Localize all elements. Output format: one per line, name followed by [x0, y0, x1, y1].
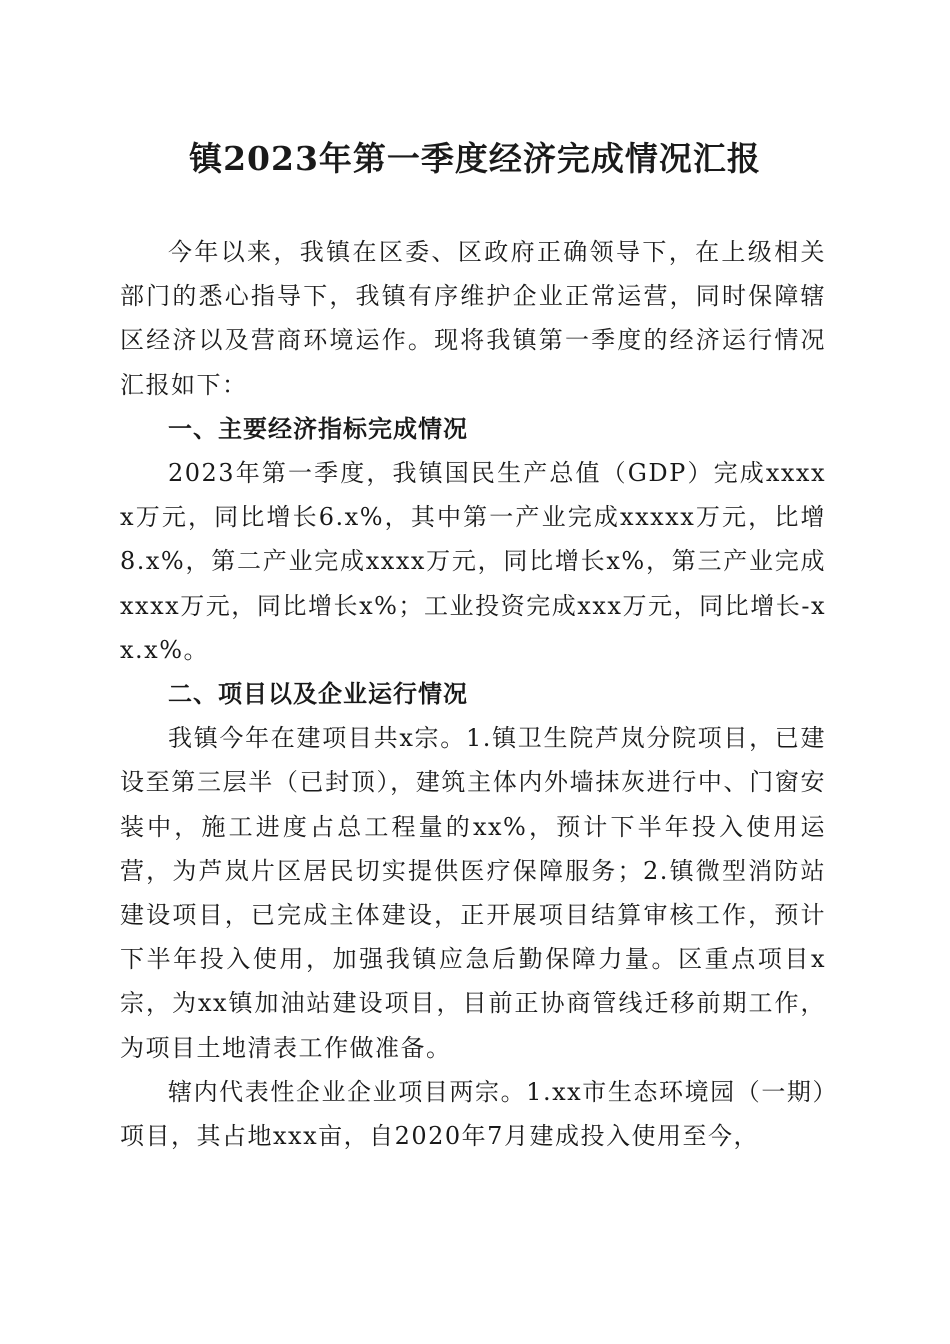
section-heading-projects-enterprises: 二、项目以及企业运行情况 — [168, 680, 468, 709]
economic-indicators-paragraph: 2023年第一季度，我镇国民生产总值（GDP）完成xxxxx万元，同比增长6.x%，其中第一产业完成xxxxx万元，比增8.x%，第二产业完成xxxx万元，同比增长x%，第三产业完成xxxx万元，同比增长x%；工业投资完成xxx万元，同比增长-xx.x%。 — [120, 459, 826, 664]
intro-paragraph: 今年以来，我镇在区委、区政府正确领导下，在上级相关部门的悉心指导下，我镇有序维护企业正常运营，同时保障辖区经济以及营商环境运作。现将我镇第一季度的经济运行情况汇报如下： — [120, 238, 826, 399]
section-heading-economic-indicators: 一、主要经济指标完成情况 — [168, 414, 468, 443]
enterprises-paragraph: 辖内代表性企业企业项目两宗。1.xx市生态环境园（一期）项目，其占地xxx亩，自2020年7月建成投入使用至今， — [120, 1077, 826, 1151]
projects-paragraph: 我镇今年在建项目共x宗。1.镇卫生院芦岚分院项目，已建设至第三层半（已封顶），建筑主体内外墙抹灰进行中、门窗安装中，施工进度占总工程量的xx%，预计下半年投入使用运营，为芦岚片区居民切实提供医疗保障服务；2.镇微型消防站建设项目，已完成主体建设，正开展项目结算审核工作，预计下半年投入使用，加强我镇应急后勤保障力量。区重点项目x宗，为xx镇加油站建设项目，目前正协商管线迁移前期工作，为项目土地清表工作做准备。 — [120, 724, 826, 1062]
document-body — [120, 230, 826, 1158]
document-title: 镇2023年第一季度经济完成情况汇报 — [189, 139, 761, 178]
